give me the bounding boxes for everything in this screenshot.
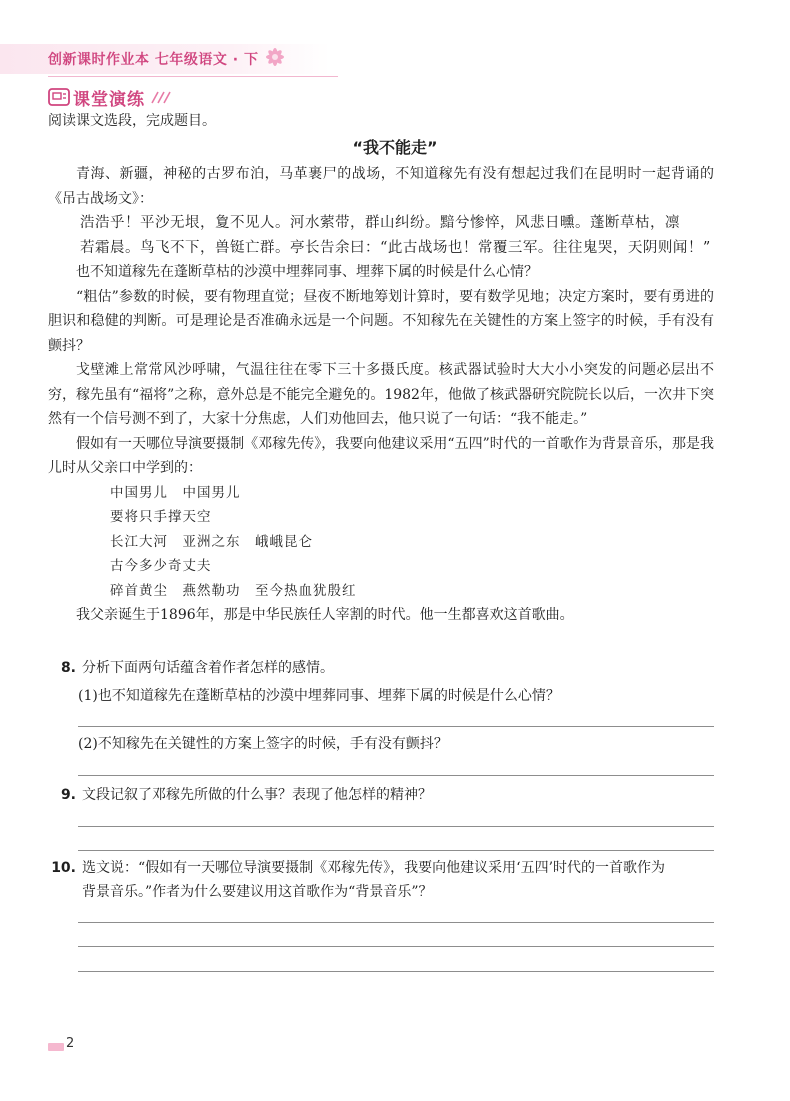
footer-tab	[48, 1043, 64, 1051]
poem-line-1: 浩浩乎！平沙无垠，夐不见人。河水萦带，群山纠纷。黯兮惨悴，风悲日曛。蓬断草枯，凛	[80, 215, 680, 231]
question-8-sub-2-wrap	[48, 732, 714, 756]
song-line-4: 古今多少奇丈夫	[110, 558, 212, 574]
answer-line[interactable]	[78, 850, 714, 851]
question-number: 10.	[51, 860, 76, 876]
decorative-slashes-icon	[149, 90, 173, 104]
question-text-line-1: 选文说：“假如有一天哪位导演要摄制《邓稼先传》，我要向他建议采用‘五四’时代的一首歌作为	[82, 860, 666, 876]
answer-line[interactable]	[78, 726, 714, 727]
question-10	[48, 856, 714, 904]
paragraph-4: 戈壁滩上常常风沙呼啸，气温往往在零下三十多摄氏度。核武器试验时大大小小突发的问题必层出不穷，稼先虽有“福将”之称，意外总是不能完全避免的。1982年，他做了核武器研究院院长以后，一次井下突然有一个信号测不到了，大家十分焦虑，人们劝他回去，他只说了一句话：“我不能走。”	[48, 362, 714, 427]
page-header	[0, 44, 790, 80]
question-8-sub-2: (2)不知稼先在关键性的方案上签字的时候，手有没有颤抖？	[78, 736, 448, 752]
paragraph-5: 假如有一天哪位导演要摄制《邓稼先传》，我要向他建议采用“五四”时代的一首歌作为背景音乐，那是我儿时从父亲口中学到的：	[48, 435, 714, 476]
question-number: 8.	[60, 660, 76, 676]
question-8-sub-1: (1)也不知道稼先在蓬断草枯的沙漠中埋葬同事、埋葬下属的时候是什么心情？	[78, 688, 560, 704]
article-body	[48, 162, 714, 628]
answer-line[interactable]	[78, 826, 714, 827]
instruction-text: 阅读课文选段，完成题目。	[48, 113, 216, 129]
answer-line[interactable]	[78, 971, 714, 972]
paragraph-3: “粗估”参数的时候，要有物理直觉；昼夜不断地筹划计算时，要有数学见地；决定方案时，要有勇进的胆识和稳健的判断。可是理论是否准确永远是一个问题。不知稼先在关键性的方案上签字的时候，手有没有颤抖？	[48, 288, 714, 354]
section-label: 课堂演练	[73, 89, 145, 110]
answer-line[interactable]	[78, 946, 714, 947]
answer-line[interactable]	[78, 775, 714, 776]
question-9	[48, 783, 714, 807]
question-number: 9.	[60, 787, 76, 803]
answer-line[interactable]	[78, 922, 714, 923]
flower-icon	[262, 44, 288, 70]
classroom-icon	[48, 87, 70, 107]
question-text: 文段记叙了邓稼先所做的什么事？表现了他怎样的精神？	[82, 787, 432, 803]
paragraph-1: 青海、新疆，神秘的古罗布泊，马革裹尸的战场，不知道稼先有没有想起过我们在昆明时一起背诵的《吊古战场文》：	[48, 166, 714, 207]
header-divider	[48, 76, 338, 77]
song-line-2: 要将只手撑天空	[110, 509, 212, 525]
poem-line-2: 若霜晨。鸟飞不下，兽铤亡群。亭长告余曰：“此古战场也！常覆三军。往往鬼哭，天阴则闻！”	[80, 239, 711, 256]
paragraph-2: 也不知道稼先在蓬断草枯的沙漠中埋葬同事、埋葬下属的时候是什么心情？	[76, 264, 538, 280]
question-text: 分析下面两句话蕴含着作者怎样的感情。	[82, 660, 334, 676]
song-line-1: 中国男儿 中国男儿	[110, 484, 241, 501]
section-heading	[48, 86, 173, 108]
paragraph-6: 我父亲诞生于1896年，那是中华民族任人宰割的时代。他一生都喜欢这首歌曲。	[76, 607, 574, 623]
song-line-3: 长江大河 亚洲之东 峨峨昆仑	[110, 533, 313, 550]
question-text-line-2: 背景音乐。”作者为什么要建议用这首歌作为“背景音乐”？	[82, 884, 433, 900]
article-title: “我不能走”	[352, 138, 438, 157]
question-8	[48, 656, 714, 708]
song-line-5: 碎首黄尘 燕然勒功 至今热血犹殷红	[110, 582, 357, 599]
header-title: 创新课时作业本 七年级语文 · 下	[48, 52, 259, 68]
page-number: 2	[66, 1036, 75, 1051]
